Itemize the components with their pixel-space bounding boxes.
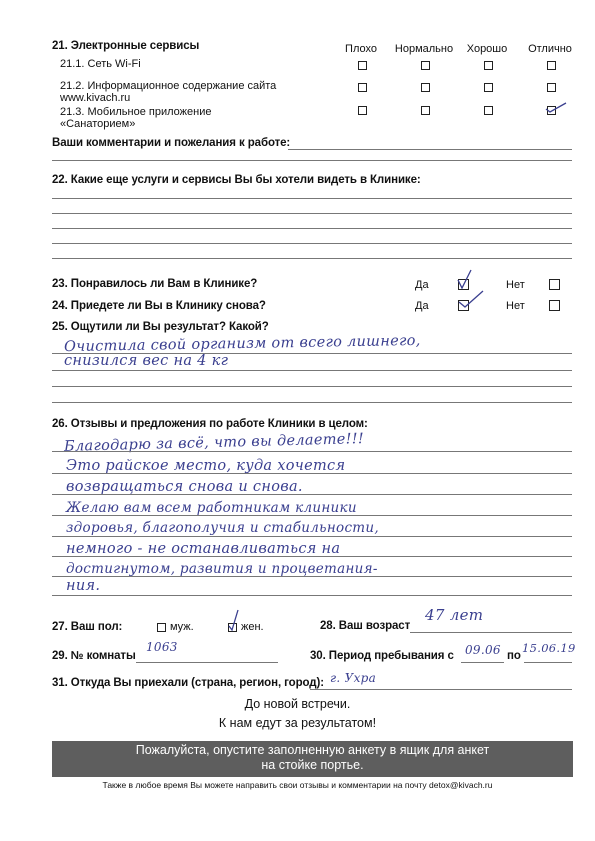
answer-line bbox=[52, 556, 572, 557]
s21-r1-normal-checkbox[interactable] bbox=[421, 61, 430, 70]
s21-row2-label-1: 21.2. Информационное содержание сайта bbox=[60, 80, 277, 92]
answer-line bbox=[52, 595, 572, 596]
answer-line bbox=[52, 402, 572, 403]
s30-title: 30. Период пребывания с bbox=[310, 650, 454, 662]
s21-r2-good-checkbox[interactable] bbox=[484, 83, 493, 92]
s22-title: 22. Какие еще услуги и сервисы Вы бы хотели видеть в Клинике: bbox=[52, 174, 421, 186]
s26-answer-line-7: достигнутом, развития и процветания- bbox=[66, 561, 378, 577]
answer-line bbox=[52, 228, 572, 229]
col-good: Хорошо bbox=[466, 43, 508, 55]
s26-answer-line-6: немного - не останавливаться на bbox=[66, 541, 341, 557]
s23-no-checkbox[interactable] bbox=[549, 279, 560, 290]
s26-title: 26. Отзывы и предложения по работе Клиники в целом: bbox=[52, 418, 368, 430]
s23-yes-label: Да bbox=[415, 279, 429, 291]
col-bad: Плохо bbox=[345, 43, 377, 55]
s21-r2-excellent-checkbox[interactable] bbox=[547, 83, 556, 92]
s27-male-label: муж. bbox=[170, 621, 194, 633]
s21-row2-label-2: www.kivach.ru bbox=[60, 92, 131, 104]
s24-no-label: Нет bbox=[506, 300, 525, 312]
s21-title: 21. Электронные сервисы bbox=[52, 40, 200, 52]
s25-answer-line-1: Очистила свой организм от всего лишнего, bbox=[63, 332, 421, 356]
answer-line bbox=[52, 160, 572, 161]
s30-from-value: 09.06 bbox=[465, 643, 501, 657]
answer-line bbox=[52, 198, 572, 199]
s26-answer-line-8: ния. bbox=[66, 578, 101, 594]
s26-answer-line-5: здоровья, благополучия и стабильности, bbox=[66, 520, 379, 536]
answer-line bbox=[52, 353, 572, 354]
closing-line-2: К нам едут за результатом! bbox=[218, 716, 377, 730]
s23-no-label: Нет bbox=[506, 279, 525, 291]
s26-answer-line-1: Благодарю за всё, что вы делаете!!! bbox=[63, 431, 365, 455]
closing-line-1: До новой встречи. bbox=[244, 697, 351, 711]
s21-r2-normal-checkbox[interactable] bbox=[421, 83, 430, 92]
s24-no-checkbox[interactable] bbox=[549, 300, 560, 311]
footer-note: Также в любое время Вы можете направить свои отзывы и комментарии на почту detox@kivach.ru bbox=[102, 780, 493, 790]
s21-comments-label: Ваши комментарии и пожелания к работе: bbox=[52, 137, 291, 149]
s24-yes-label: Да bbox=[415, 300, 429, 312]
footer-banner-line-2: на стойке портье. bbox=[261, 758, 364, 772]
s30-to-label: по bbox=[507, 650, 521, 662]
s21-r1-excellent-checkbox[interactable] bbox=[547, 61, 556, 70]
s21-r2-bad-checkbox[interactable] bbox=[358, 83, 367, 92]
answer-line bbox=[52, 515, 572, 516]
col-excellent: Отлично bbox=[528, 43, 572, 55]
s26-answer-line-4: Желаю вам всем работникам клиники bbox=[66, 500, 357, 516]
footer-banner-line-1: Пожалуйста, опустите заполненную анкету в ящик для анкет bbox=[135, 743, 490, 757]
s21-r3-normal-checkbox[interactable] bbox=[421, 106, 430, 115]
answer-line bbox=[52, 386, 572, 387]
check-mark-icon bbox=[544, 100, 568, 114]
footer-banner bbox=[52, 741, 573, 777]
s27-title: 27. Ваш пол: bbox=[52, 621, 123, 633]
s25-title: 25. Ощутили ли Вы результат? Какой? bbox=[52, 321, 269, 333]
answer-line bbox=[461, 662, 504, 663]
s21-row3-label-2: «Санаторием» bbox=[60, 118, 136, 130]
col-normal: Нормально bbox=[394, 43, 454, 55]
answer-line bbox=[52, 576, 572, 577]
s29-room-value: 1063 bbox=[146, 640, 178, 654]
answer-line bbox=[410, 632, 572, 633]
answer-line bbox=[52, 451, 572, 452]
answer-line bbox=[52, 370, 572, 371]
answer-line bbox=[52, 494, 572, 495]
s27-male-checkbox[interactable] bbox=[157, 623, 166, 632]
check-mark-icon bbox=[456, 288, 486, 310]
s28-title: 28. Ваш возраст bbox=[320, 620, 411, 632]
answer-line bbox=[524, 662, 572, 663]
answer-line bbox=[52, 243, 572, 244]
s31-title: 31. Откуда Вы приехали (страна, регион, город): bbox=[52, 677, 324, 689]
s21-r1-bad-checkbox[interactable] bbox=[358, 61, 367, 70]
s21-r1-good-checkbox[interactable] bbox=[484, 61, 493, 70]
s26-answer-line-2: Это райское место, куда хочется bbox=[66, 458, 346, 474]
s25-answer-line-2: снизился вес на 4 кг bbox=[64, 353, 229, 369]
answer-line bbox=[52, 536, 572, 537]
answer-line bbox=[288, 149, 572, 150]
s21-r3-bad-checkbox[interactable] bbox=[358, 106, 367, 115]
s21-r3-good-checkbox[interactable] bbox=[484, 106, 493, 115]
s28-age-value: 47 лет bbox=[425, 606, 484, 624]
check-mark-icon bbox=[455, 268, 475, 290]
answer-line bbox=[136, 662, 278, 663]
s21-row1-label: 21.1. Сеть Wi-Fi bbox=[60, 58, 141, 70]
s27-female-label: жен. bbox=[241, 621, 264, 633]
s30-to-value: 15.06.19 bbox=[522, 641, 576, 655]
s23-title: 23. Понравилось ли Вам в Клинике? bbox=[52, 278, 258, 290]
s24-title: 24. Приедете ли Вы в Клинику снова? bbox=[52, 300, 266, 312]
s31-origin-value: г. Ухра bbox=[330, 671, 377, 685]
answer-line bbox=[52, 213, 572, 214]
answer-line bbox=[52, 473, 572, 474]
answer-line bbox=[310, 689, 572, 690]
check-mark-icon bbox=[226, 608, 242, 632]
s29-title: 29. № комнаты bbox=[52, 650, 136, 662]
answer-line bbox=[52, 258, 572, 259]
s21-row3-label-1: 21.3. Мобильное приложение bbox=[60, 106, 212, 118]
s26-answer-line-3: возвращаться снова и снова. bbox=[66, 479, 303, 495]
